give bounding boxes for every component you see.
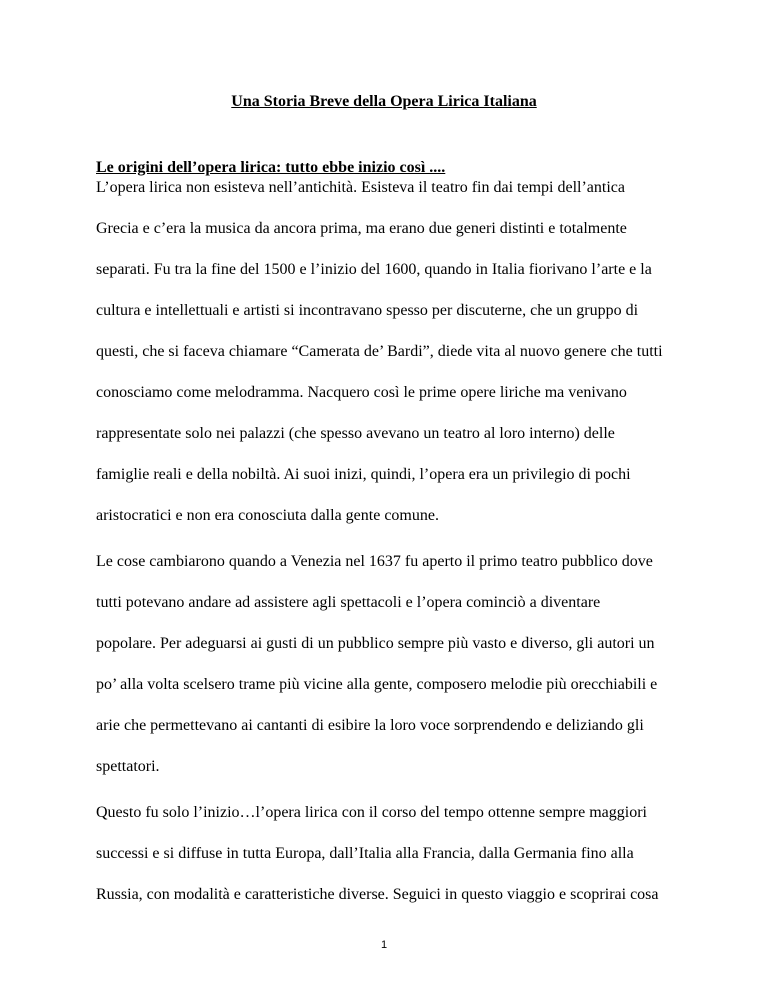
paragraph-line: Grecia e c’era la musica da ancora prima, ma erano due generi distinti e totalmente: [96, 220, 627, 237]
paragraph-line: arie che permettevano ai cantanti di esibire la loro voce sorprendendo e deliziando gli: [96, 717, 644, 734]
paragraph-line: Le cose cambiarono quando a Venezia nel 1637 fu aperto il primo teatro pubblico dove: [96, 553, 653, 570]
paragraph-line: po’ alla volta scelsero trame più vicine alla gente, composero melodie più orecchiabili e: [96, 676, 658, 693]
paragraph-line: cultura e intellettuali e artisti si incontravano spesso per discuterne, che un gruppo di: [96, 302, 639, 319]
paragraph-line: separati. Fu tra la fine del 1500 e l’inizio del 1600, quando in Italia fiorivano l’arte e la: [96, 261, 652, 278]
document-title: Una Storia Breve della Opera Lirica Italiana: [231, 93, 537, 110]
paragraph-line: Russia, con modalità e caratteristiche diverse. Seguici in questo viaggio e scoprirai cosa: [96, 886, 659, 903]
paragraph-line: popolare. Per adeguarsi ai gusti di un pubblico sempre più vasto e diverso, gli autori un: [96, 635, 655, 652]
paragraph-line: spettatori.: [96, 758, 160, 775]
paragraph-line: successi e si diffuse in tutta Europa, dall’Italia alla Francia, dalla Germania fino alla: [96, 845, 634, 862]
paragraph-line: tutti potevano andare ad assistere agli spettacoli e l’opera cominciò a diventare: [96, 594, 601, 611]
page-number: 1: [380, 939, 388, 951]
paragraph-line: questi, che si faceva chiamare “Camerata de’ Bardi”, diede vita al nuovo genere che tutti: [96, 343, 663, 360]
paragraph-line: conosciamo come melodramma. Nacquero così le prime opere liriche ma venivano: [96, 384, 627, 401]
paragraph-line: rappresentate solo nei palazzi (che spesso avevano un teatro al loro interno) delle: [96, 425, 615, 442]
paragraph-line: famiglie reali e della nobiltà. Ai suoi inizi, quindi, l’opera era un privilegio di pochi: [96, 466, 631, 483]
paragraph-line: Questo fu solo l’inizio…l’opera lirica con il corso del tempo ottenne sempre maggiori: [96, 804, 647, 821]
paragraph-line: L’opera lirica non esisteva nell’antichità. Esisteva il teatro fin dai tempi dell’antica: [96, 179, 625, 196]
section-heading: Le origini dell’opera lirica: tutto ebbe inizio così ....: [96, 159, 446, 176]
paragraph-line: aristocratici e non era conosciuta dalla gente comune.: [96, 507, 439, 524]
